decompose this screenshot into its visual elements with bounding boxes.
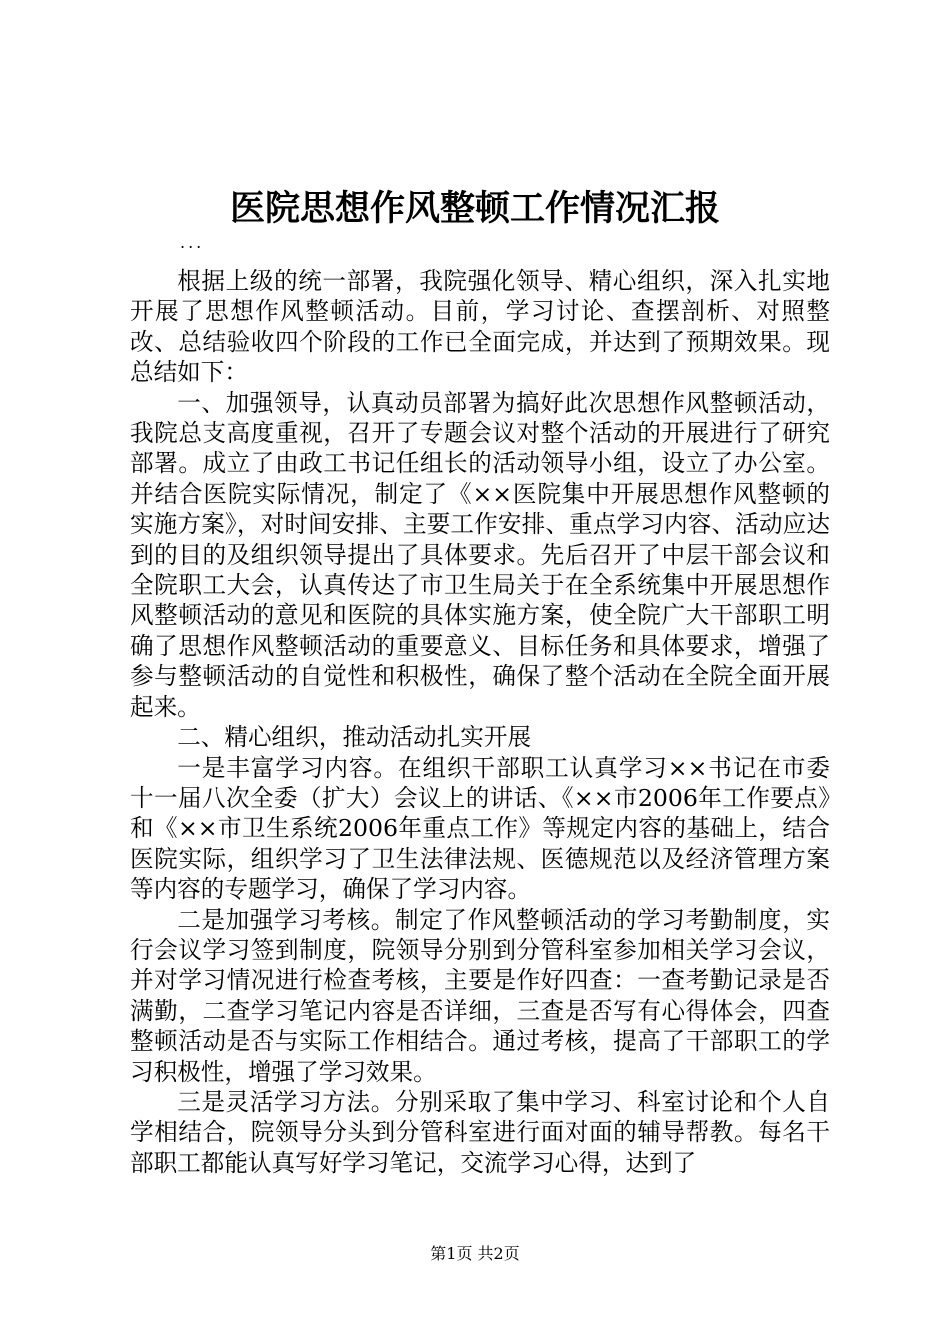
document-body bbox=[130, 266, 830, 1178]
page-footer: 第1页 共2页 bbox=[430, 1244, 520, 1263]
section-heading-two: 二、精心组织，推动活动扎实开展 bbox=[177, 723, 532, 752]
document-title: 医院思想作风整顿工作情况汇报 bbox=[229, 188, 720, 229]
paragraph-study-method: 三是灵活学习方法。分别采取了集中学习、科室讨论和个人自学相结合，院领导分头到分管科室进行面对面的辅导帮教。每名干部职工都能认真写好学习笔记，交流学习心得，达到了 bbox=[130, 1087, 830, 1177]
paragraph-study-assessment: 二是加强学习考核。制定了作风整顿活动的学习考勤制度，实行会议学习签到制度，院领导分别到分管科室参加相关学习会议，并对学习情况进行检查考核，主要是作好四查：一查考勤记录是否满勤，二查学习笔记内容是否详细，三查是否写有心得体会，四查整顿活动是否与实际工作相结合。通过考核，提高了干部职工的学习积极性，增强了学习效果。 bbox=[130, 905, 830, 1086]
paragraph-intro: 根据上级的统一部署，我院强化领导、精心组织，深入扎实地开展了思想作风整顿活动。目前，学习讨论、查摆剖析、对照整改、总结验收四个阶段的工作已全面完成，并达到了预期效果。现总结如下： bbox=[130, 267, 830, 387]
paragraph-study-content: 一是丰富学习内容。在组织干部职工认真学习××书记在市委十一届八次全委（扩大）会议上的讲话、《××市2006年工作要点》和《××市卫生系统2006年重点工作》等规定内容的基础上，结合医院实际，组织学习了卫生法律法规、医德规范以及经济管理方案等内容的专题学习，确保了学习内容。 bbox=[130, 753, 830, 904]
ellipsis-marker: ... bbox=[180, 233, 205, 252]
paragraph-section-one: 一、加强领导，认真动员部署为搞好此次思想作风整顿活动，我院总支高度重视，召开了专题会议对整个活动的开展进行了研究部署。成立了由政工书记任组长的活动领导小组，设立了办公室。并结合医院实际情况，制定了《××医院集中开展思想作风整顿的实施方案》，对时间安排、主要工作安排、重点学习内容、活动应达到的目的及组织领导提出了具体要求。先后召开了中层干部会议和全院职工大会，认真传达了市卫生局关于在全系统集中开展思想作风整顿活动的意见和医院的具体实施方案，使全院广大干部职工明确了思想作风整顿活动的重要意义、目标任务和具体要求，增强了参与整顿活动的自觉性和积极性，确保了整个活动在全院全面开展起来。 bbox=[130, 388, 830, 721]
